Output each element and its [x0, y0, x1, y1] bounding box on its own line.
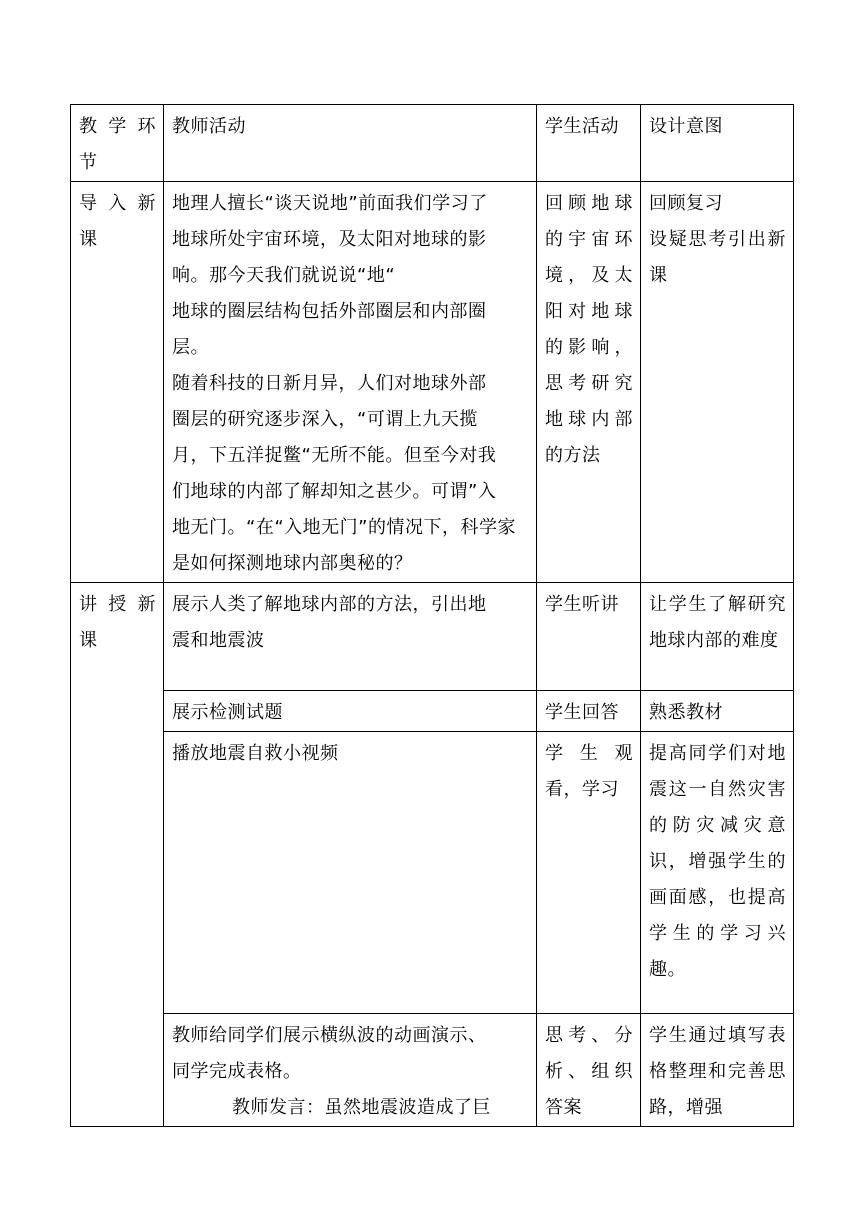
- text-line: 圈层的研究逐步深入，“可谓上九天揽: [172, 409, 478, 430]
- student-activity-intro: 回顾地球的宇宙环境，及太阳对地球的影响，思考研究地球内部的方法: [537, 182, 641, 583]
- design-intent-waves: 学生通过填写表格整理和完善思路，增强: [641, 1014, 794, 1127]
- text-line: 地球所处宇宙环境，及太阳对地球的影: [172, 229, 487, 250]
- text-line: 是如何探测地球内部奥秘的？: [172, 553, 413, 574]
- header-row: [71, 105, 794, 182]
- text-line: 响。那今天我们就说说“地“: [172, 265, 396, 286]
- teacher-activity-methods: [164, 583, 537, 691]
- teacher-activity-quiz: 展示检测试题: [164, 691, 537, 732]
- teacher-activity-video: 播放地震自救小视频: [164, 732, 537, 1014]
- student-activity-waves: 思考、分析、组织答案: [537, 1014, 641, 1127]
- row-lecture-methods: [71, 583, 794, 691]
- student-activity-video: 学生观看，学习: [537, 732, 641, 1014]
- design-intent-quiz: 熟悉教材: [641, 691, 794, 732]
- text-line: 地理人擅长“谈天说地”前面我们学习了: [172, 193, 488, 214]
- student-activity-quiz: 学生回答: [537, 691, 641, 732]
- header-student-activity: 学生活动: [537, 105, 641, 182]
- text-line: 设疑思考引出新课: [649, 229, 786, 286]
- row-video: [71, 732, 794, 1014]
- text-line: 展示人类了解地球内部的方法，引出地: [172, 594, 487, 615]
- text-line: 月，下五洋捉鳖“无所不能。但至今对我: [172, 445, 497, 466]
- text-line: 地球的圈层结构包括外部圈层和内部圈: [172, 301, 487, 322]
- text-line: 们地球的内部了解却知之甚少。可谓”入: [172, 481, 497, 502]
- section-lecture: 讲 授 新 课: [71, 583, 164, 1127]
- teacher-activity-waves: [164, 1014, 537, 1127]
- design-intent-methods: 让学生了解研究地球内部的难度: [641, 583, 794, 691]
- text-line: 地无门。“在“入地无门”的情况下，科学家: [172, 517, 516, 538]
- text-line: 层。: [172, 337, 209, 358]
- lesson-plan-table: [70, 104, 794, 1127]
- row-quiz: [71, 691, 794, 732]
- teacher-activity-intro: [164, 182, 537, 583]
- text-line: 教师发言：虽然地震波造成了巨: [232, 1097, 491, 1118]
- section-intro: 导 入 新 课: [71, 182, 164, 583]
- design-intent-video: 提高同学们对地震这一自然灾害的防灾减灾意识，增强学生的画面感，也提高学生的学习兴趣。: [641, 732, 794, 1014]
- text-line: 同学完成表格。: [172, 1061, 302, 1082]
- text-line: 随着科技的日新月异，人们对地球外部: [172, 373, 487, 394]
- student-activity-methods: 学生听讲: [537, 583, 641, 691]
- row-intro: [71, 182, 794, 583]
- text-line: 震和地震波: [172, 630, 265, 651]
- header-teacher-activity: 教师活动: [164, 105, 537, 182]
- design-intent-intro: [641, 182, 794, 583]
- text-line: 教师给同学们展示横纵波的动画演示、: [172, 1025, 487, 1046]
- text-line: 回顾复习: [649, 193, 723, 214]
- header-design-intent: 设计意图: [641, 105, 794, 182]
- row-waves: [71, 1014, 794, 1127]
- header-section: 教 学 环 节: [71, 105, 164, 182]
